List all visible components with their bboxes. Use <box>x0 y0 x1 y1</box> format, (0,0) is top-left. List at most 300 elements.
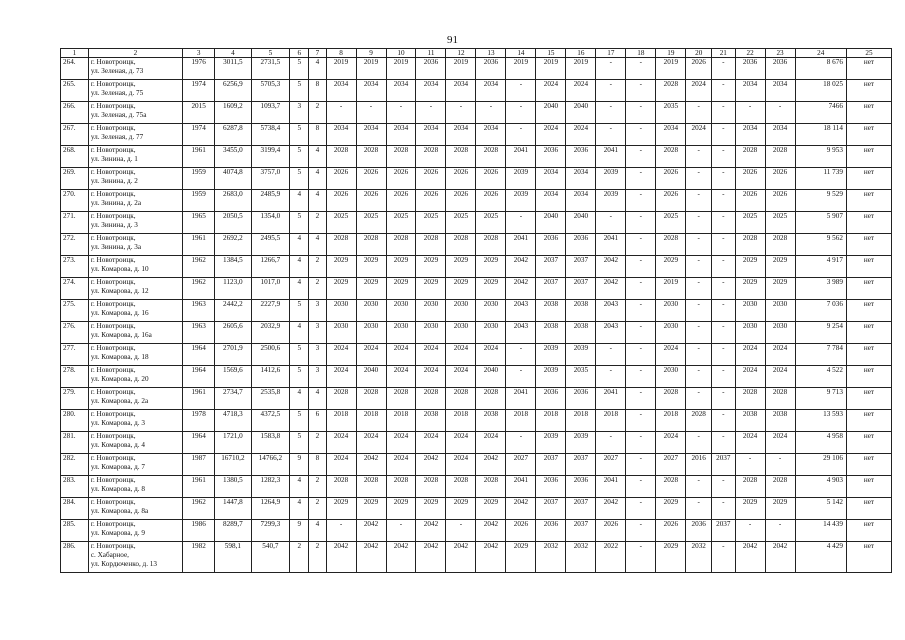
data-cell: 2036 <box>536 146 566 168</box>
flag-cell: нет <box>846 124 891 146</box>
data-cell: 2024 <box>386 344 416 366</box>
data-cell: 2042 <box>446 542 476 573</box>
data-cell: 2028 <box>735 146 765 168</box>
address-line: ул. Комарова, д. 12 <box>90 287 149 295</box>
data-cell: 8 <box>309 124 326 146</box>
table-row <box>61 190 892 212</box>
data-cell: 2026 <box>326 168 356 190</box>
data-cell: 4 <box>309 388 326 410</box>
data-cell: 2039 <box>506 168 536 190</box>
data-cell: - <box>712 212 736 234</box>
data-cell: 1963 <box>183 300 215 322</box>
data-cell: 2039 <box>566 432 596 454</box>
total-cell: 18 114 <box>795 124 846 146</box>
data-cell: 3757,0 <box>251 168 290 190</box>
data-cell: 2026 <box>656 168 686 190</box>
address-line: г. Новотроицк, <box>90 58 136 66</box>
data-cell: - <box>626 212 656 234</box>
data-cell: 2024 <box>356 432 386 454</box>
data-cell: 2019 <box>326 58 356 80</box>
total-cell: 9 254 <box>795 322 846 344</box>
data-cell: 3 <box>309 344 326 366</box>
data-cell: - <box>596 366 626 388</box>
data-cell: 2030 <box>356 300 386 322</box>
data-cell: 2029 <box>765 278 795 300</box>
data-cell: 2034 <box>536 168 566 190</box>
data-cell: 4 <box>309 520 326 542</box>
data-cell: 2028 <box>765 388 795 410</box>
data-cell: 2029 <box>765 498 795 520</box>
data-cell: 2028 <box>326 476 356 498</box>
page-number: 91 <box>447 34 458 46</box>
data-cell: 2028 <box>356 146 386 168</box>
total-cell: 5 142 <box>795 498 846 520</box>
data-cell: 2032 <box>566 542 596 573</box>
data-cell: 4 <box>290 190 309 212</box>
data-cell: 1962 <box>183 256 215 278</box>
data-cell: - <box>712 256 736 278</box>
address-cell <box>88 542 182 573</box>
column-header: 11 <box>416 49 446 58</box>
data-cell: 2029 <box>735 498 765 520</box>
address-line: г. Новотроицк, <box>90 256 136 264</box>
data-cell: 2027 <box>596 454 626 476</box>
data-cell: 2500,6 <box>251 344 290 366</box>
row-number: 285. <box>61 520 89 542</box>
data-cell: 1264,9 <box>251 498 290 520</box>
data-cell: 4074,8 <box>215 168 251 190</box>
total-cell: 7466 <box>795 102 846 124</box>
column-header: 12 <box>446 49 476 58</box>
data-cell: 2029 <box>735 278 765 300</box>
data-cell: 2050,5 <box>215 212 251 234</box>
data-cell: 2036 <box>416 58 446 80</box>
address-line: ул. Комарова, д. 8 <box>90 485 145 493</box>
data-cell: 2029 <box>356 256 386 278</box>
data-cell: 2 <box>309 498 326 520</box>
row-number: 281. <box>61 432 89 454</box>
table-row <box>61 234 892 256</box>
data-cell: 2024 <box>735 344 765 366</box>
column-header: 14 <box>506 49 536 58</box>
data-cell: - <box>735 102 765 124</box>
address-line: ул. Комарова, д. 9 <box>90 529 145 537</box>
data-cell: 2018 <box>566 410 596 432</box>
data-cell: 2042 <box>326 542 356 573</box>
data-cell: 2036 <box>686 520 712 542</box>
data-cell: 8289,7 <box>215 520 251 542</box>
data-cell: 2034 <box>765 80 795 102</box>
data-cell: 2038 <box>476 410 506 432</box>
data-cell: 2030 <box>416 300 446 322</box>
data-cell: 4 <box>290 322 309 344</box>
data-cell: 1976 <box>183 58 215 80</box>
data-cell: 2036 <box>536 388 566 410</box>
address-cell <box>88 102 182 124</box>
data-cell: 2028 <box>386 146 416 168</box>
address-line: ул. Зеленая, д. 75 <box>90 89 144 97</box>
data-cell: 1609,2 <box>215 102 251 124</box>
address-line: ул. Зинина, д. 1 <box>90 155 138 163</box>
data-cell: 1987 <box>183 454 215 476</box>
column-header: 13 <box>476 49 506 58</box>
data-cell: 2026 <box>446 168 476 190</box>
data-cell: 2028 <box>656 146 686 168</box>
data-cell: - <box>686 234 712 256</box>
data-cell: - <box>596 58 626 80</box>
row-number: 272. <box>61 234 89 256</box>
data-cell: - <box>765 102 795 124</box>
total-cell: 4 958 <box>795 432 846 454</box>
address-cell <box>88 300 182 322</box>
data-cell: 1412,6 <box>251 366 290 388</box>
data-cell: 2036 <box>566 234 596 256</box>
data-cell: 2037 <box>566 520 596 542</box>
data-cell: 2028 <box>386 234 416 256</box>
data-cell: 2037 <box>536 278 566 300</box>
data-cell: 1961 <box>183 146 215 168</box>
data-cell: 2039 <box>536 344 566 366</box>
data-cell: 2028 <box>476 234 506 256</box>
column-header: 1 <box>61 49 89 58</box>
data-cell: 5 <box>290 344 309 366</box>
data-cell: 2034 <box>735 80 765 102</box>
column-header: 19 <box>656 49 686 58</box>
address-line: г. Новотроицк, <box>90 234 136 242</box>
data-cell: 2042 <box>356 454 386 476</box>
row-number: 278. <box>61 366 89 388</box>
data-cell: 1384,5 <box>215 256 251 278</box>
total-cell: 7 784 <box>795 344 846 366</box>
data-cell: - <box>626 58 656 80</box>
column-header: 18 <box>626 49 656 58</box>
data-cell: 2701,9 <box>215 344 251 366</box>
data-cell: - <box>416 102 446 124</box>
data-cell: 2024 <box>566 124 596 146</box>
data-cell: 2043 <box>596 322 626 344</box>
data-cell: - <box>506 124 536 146</box>
data-cell: 4 <box>309 58 326 80</box>
data-cell: 3 <box>290 102 309 124</box>
data-cell: 2042 <box>386 542 416 573</box>
data-cell: 2024 <box>765 344 795 366</box>
data-cell: - <box>712 234 736 256</box>
column-header: 21 <box>712 49 736 58</box>
data-cell: 7299,3 <box>251 520 290 542</box>
data-cell: 4 <box>290 234 309 256</box>
address-cell <box>88 256 182 278</box>
data-cell: 2030 <box>326 322 356 344</box>
data-cell: - <box>686 190 712 212</box>
address-line: г. Новотроицк, <box>90 278 136 286</box>
data-cell: 2028 <box>656 80 686 102</box>
data-cell: 2026 <box>656 190 686 212</box>
data-cell: - <box>596 102 626 124</box>
data-cell: 2692,2 <box>215 234 251 256</box>
data-cell: 2025 <box>656 212 686 234</box>
data-cell: 2042 <box>356 542 386 573</box>
data-cell: 2024 <box>686 124 712 146</box>
data-cell: 2024 <box>536 80 566 102</box>
address-cell <box>88 498 182 520</box>
data-cell: - <box>626 190 656 212</box>
column-header: 7 <box>309 49 326 58</box>
data-cell: 2026 <box>386 190 416 212</box>
total-cell: 29 106 <box>795 454 846 476</box>
data-cell: 2495,5 <box>251 234 290 256</box>
data-cell: 2034 <box>446 80 476 102</box>
data-cell: 2028 <box>446 146 476 168</box>
data-cell: 2029 <box>416 498 446 520</box>
address-cell <box>88 124 182 146</box>
data-cell: - <box>386 102 416 124</box>
data-cell: 2018 <box>536 410 566 432</box>
data-cell: 2034 <box>735 124 765 146</box>
data-cell: 2028 <box>356 388 386 410</box>
data-cell: 2 <box>309 102 326 124</box>
data-cell: 2016 <box>686 454 712 476</box>
data-cell: - <box>626 410 656 432</box>
data-cell: 2041 <box>596 388 626 410</box>
data-cell: 2029 <box>356 498 386 520</box>
data-cell: - <box>596 212 626 234</box>
data-cell: - <box>626 344 656 366</box>
data-cell: 2042 <box>476 454 506 476</box>
data-cell: 2037 <box>712 454 736 476</box>
flag-cell: нет <box>846 498 891 520</box>
total-cell: 14 439 <box>795 520 846 542</box>
data-cell: 2019 <box>446 58 476 80</box>
flag-cell: нет <box>846 58 891 80</box>
data-cell: - <box>626 476 656 498</box>
data-cell: 2018 <box>596 410 626 432</box>
data-cell: 2029 <box>446 498 476 520</box>
flag-cell: нет <box>846 542 891 573</box>
data-cell: - <box>626 256 656 278</box>
column-header: 16 <box>566 49 596 58</box>
address-line: г. Новотроицк, <box>90 322 136 330</box>
address-line: ул. Комарова, д. 18 <box>90 353 149 361</box>
data-cell: 2024 <box>765 366 795 388</box>
column-header: 2 <box>88 49 182 58</box>
data-cell: 2042 <box>416 520 446 542</box>
data-cell: 2042 <box>476 542 506 573</box>
data-cell: 2030 <box>765 322 795 344</box>
data-cell: - <box>626 454 656 476</box>
data-cell: 2028 <box>326 234 356 256</box>
data-cell: 2024 <box>476 432 506 454</box>
data-cell: 1962 <box>183 278 215 300</box>
data-cell: 2028 <box>656 476 686 498</box>
data-cell: 2036 <box>566 476 596 498</box>
data-cell: 2029 <box>446 256 476 278</box>
data-cell: 2028 <box>416 476 446 498</box>
data-cell: 2034 <box>416 80 446 102</box>
data-cell: 2034 <box>446 124 476 146</box>
address-line: г. Новотроицк, <box>90 124 136 132</box>
address-line: г. Новотроицк, <box>90 498 136 506</box>
row-number: 284. <box>61 498 89 520</box>
data-cell: - <box>626 80 656 102</box>
data-cell: 2019 <box>386 58 416 80</box>
data-cell: 1961 <box>183 234 215 256</box>
data-cell: 5 <box>290 58 309 80</box>
data-cell: 2019 <box>536 58 566 80</box>
data-cell: 2039 <box>596 168 626 190</box>
data-cell: 2019 <box>506 58 536 80</box>
column-header: 22 <box>735 49 765 58</box>
data-cell: 1959 <box>183 168 215 190</box>
data-cell: 2028 <box>416 388 446 410</box>
data-cell: 2029 <box>656 542 686 573</box>
data-cell: - <box>686 212 712 234</box>
data-cell: 2 <box>290 542 309 573</box>
column-header: 3 <box>183 49 215 58</box>
data-cell: 2683,0 <box>215 190 251 212</box>
data-cell: - <box>626 542 656 573</box>
data-cell: 1961 <box>183 476 215 498</box>
data-cell: 8 <box>309 454 326 476</box>
data-cell: 2026 <box>446 190 476 212</box>
data-cell: 9 <box>290 520 309 542</box>
address-line: г. Новотроицк, <box>90 344 136 352</box>
flag-cell: нет <box>846 80 891 102</box>
address-line: ул. Комарова, д. 8а <box>90 507 149 515</box>
data-cell: 2022 <box>596 542 626 573</box>
data-cell: 2028 <box>656 234 686 256</box>
data-cell: 2034 <box>566 168 596 190</box>
data-cell: - <box>626 300 656 322</box>
data-cell: 2025 <box>416 212 446 234</box>
table-row <box>61 432 892 454</box>
data-cell: 2028 <box>446 388 476 410</box>
data-cell: 2037 <box>712 520 736 542</box>
data-cell: 2034 <box>326 124 356 146</box>
address-line: ул. Комарова, д. 10 <box>90 265 149 273</box>
address-line: ул. Зеленая, д. 73 <box>90 67 144 75</box>
data-cell: 5738,4 <box>251 124 290 146</box>
data-cell: 2029 <box>476 256 506 278</box>
row-number: 274. <box>61 278 89 300</box>
data-cell: 2029 <box>326 498 356 520</box>
data-cell: 2026 <box>416 168 446 190</box>
data-cell: 2019 <box>656 278 686 300</box>
address-line: ул. Комарова, д. 2а <box>90 397 149 405</box>
data-cell: 2029 <box>656 498 686 520</box>
data-cell: 2030 <box>416 322 446 344</box>
row-number: 282. <box>61 454 89 476</box>
total-cell: 7 036 <box>795 300 846 322</box>
data-cell: 2024 <box>386 432 416 454</box>
row-number: 270. <box>61 190 89 212</box>
data-cell: 1986 <box>183 520 215 542</box>
data-cell: 2026 <box>765 190 795 212</box>
data-cell: - <box>326 520 356 542</box>
data-cell: 2040 <box>476 366 506 388</box>
address-line: г. Новотроицк, <box>90 388 136 396</box>
data-cell: 1964 <box>183 432 215 454</box>
flag-cell: нет <box>846 146 891 168</box>
data-cell: 2030 <box>386 300 416 322</box>
data-cell: 4 <box>309 168 326 190</box>
data-cell: 2032 <box>536 542 566 573</box>
data-cell: 2024 <box>416 344 446 366</box>
flag-cell: нет <box>846 234 891 256</box>
table-row <box>61 300 892 322</box>
data-cell: - <box>626 388 656 410</box>
data-cell: 3199,4 <box>251 146 290 168</box>
data-cell: 2026 <box>656 520 686 542</box>
data-cell: 2028 <box>446 476 476 498</box>
address-line: г. Новотроицк, <box>90 520 136 528</box>
data-cell: 2037 <box>566 498 596 520</box>
row-number: 283. <box>61 476 89 498</box>
data-cell: 2034 <box>356 80 386 102</box>
data-cell: 2036 <box>536 520 566 542</box>
data-cell: 1282,3 <box>251 476 290 498</box>
flag-cell: нет <box>846 168 891 190</box>
data-cell: 2034 <box>326 80 356 102</box>
data-cell: 2041 <box>506 234 536 256</box>
row-number: 268. <box>61 146 89 168</box>
data-cell: 2030 <box>446 300 476 322</box>
row-number: 279. <box>61 388 89 410</box>
data-cell: - <box>386 520 416 542</box>
data-cell: 3 <box>309 322 326 344</box>
data-cell: - <box>356 102 386 124</box>
data-cell: 2 <box>309 432 326 454</box>
address-line: ул. Комарова, д. 3 <box>90 419 145 427</box>
data-cell: 2485,9 <box>251 190 290 212</box>
data-cell: 2030 <box>476 322 506 344</box>
data-cell: 1974 <box>183 124 215 146</box>
data-cell: - <box>686 256 712 278</box>
table-row <box>61 344 892 366</box>
data-cell: 2030 <box>656 300 686 322</box>
data-cell: 2034 <box>476 124 506 146</box>
data-cell: - <box>686 102 712 124</box>
data-cell: - <box>596 80 626 102</box>
data-cell: 2030 <box>476 300 506 322</box>
data-cell: 1964 <box>183 366 215 388</box>
data-cell: 2034 <box>476 80 506 102</box>
data-cell: - <box>735 454 765 476</box>
data-cell: 2029 <box>416 256 446 278</box>
data-cell: 2038 <box>735 410 765 432</box>
data-cell: 2040 <box>536 102 566 124</box>
data-cell: 1380,5 <box>215 476 251 498</box>
table-row <box>61 168 892 190</box>
column-header: 4 <box>215 49 251 58</box>
table-row <box>61 256 892 278</box>
data-cell: 2019 <box>656 58 686 80</box>
data-cell: 2028 <box>765 234 795 256</box>
data-cell: 2026 <box>356 168 386 190</box>
address-line: г. Новотроицк, <box>90 212 136 220</box>
data-cell: - <box>686 322 712 344</box>
data-cell: 2029 <box>356 278 386 300</box>
data-cell: - <box>712 388 736 410</box>
data-cell: 2032 <box>686 542 712 573</box>
data-cell: 2024 <box>446 432 476 454</box>
data-cell: 2028 <box>656 388 686 410</box>
data-cell: 2027 <box>506 454 536 476</box>
data-cell: 2024 <box>386 454 416 476</box>
row-number: 276. <box>61 322 89 344</box>
data-cell: 2029 <box>386 278 416 300</box>
data-cell: 5 <box>290 366 309 388</box>
address-line: ул. Зеленая, д. 77 <box>90 133 144 141</box>
